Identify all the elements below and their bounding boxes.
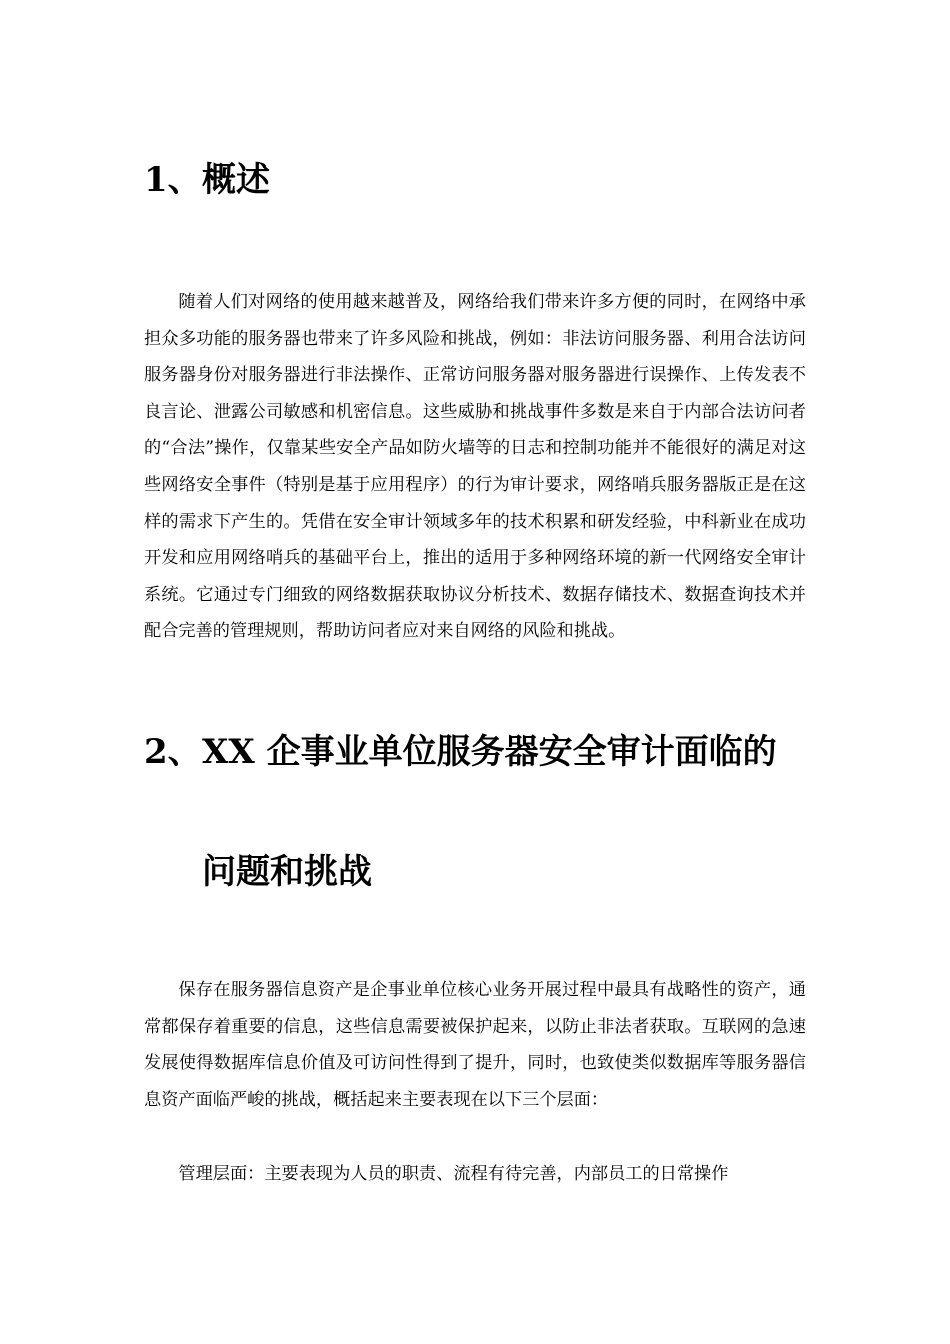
- section-1-title: 概述: [202, 160, 270, 200]
- section-2-title-line1: XX 企事业单位服务器安全审计面临的: [202, 732, 777, 772]
- section-1-number: 1、: [144, 160, 202, 200]
- section-2-paragraph-1: 保存在服务器信息资产是企事业单位核心业务开展过程中最具有战略性的资产，通常都保存着重要的信息，这些信息需要被保护起来，以防止非法者获取。互联网的急速发展使得数据库信息价值及可访问性得到了提升，同时，也致使类似数据库等服务器信息资产面临严峻的挑战，概括起来主要表现在以下三个层面：: [144, 980, 806, 1110]
- section-1-paragraph: 随着人们对网络的使用越来越普及，网络给我们带来许多方便的同时，在网络中承担众多功能的服务器也带来了许多风险和挑战，例如：非法访问服务器、利用合法访问服务器身份对服务器进行非法操作、正常访问服务器对服务器进行误操作、上传发表不良言论、泄露公司敏感和机密信息。这些威胁和挑战事件多数是来自于内部合法访问者的“合法”操作，仅靠某些安全产品如防火墙等的日志和控制功能并不能很好的满足对这些网络安全事件（特别是基于应用程序）的行为审计要求，网络哨兵服务器版正是在这样的需求下产生的。凭借在安全审计领域多年的技术积累和研发经验，中科新业在成功开发和应用网络哨兵的基础平台上，推出的适用于多种网络环境的新一代网络安全审计系统。它通过专门细致的网络数据获取协议分析技术、数据存储技术、数据查询技术并配合完善的管理规则，帮助访问者应对来自网络的风险和挑战。: [144, 292, 806, 642]
- section-2-paragraph-2: 管理层面：主要表现为人员的职责、流程有待完善，内部员工的日常操作: [178, 1164, 729, 1184]
- section-2-heading: [144, 732, 777, 772]
- section-1-heading: [144, 160, 270, 200]
- section-2-title-line2: 问题和挑战: [202, 852, 372, 892]
- section-2-number: 2、: [144, 732, 202, 772]
- section-2-heading-continued: [202, 852, 372, 892]
